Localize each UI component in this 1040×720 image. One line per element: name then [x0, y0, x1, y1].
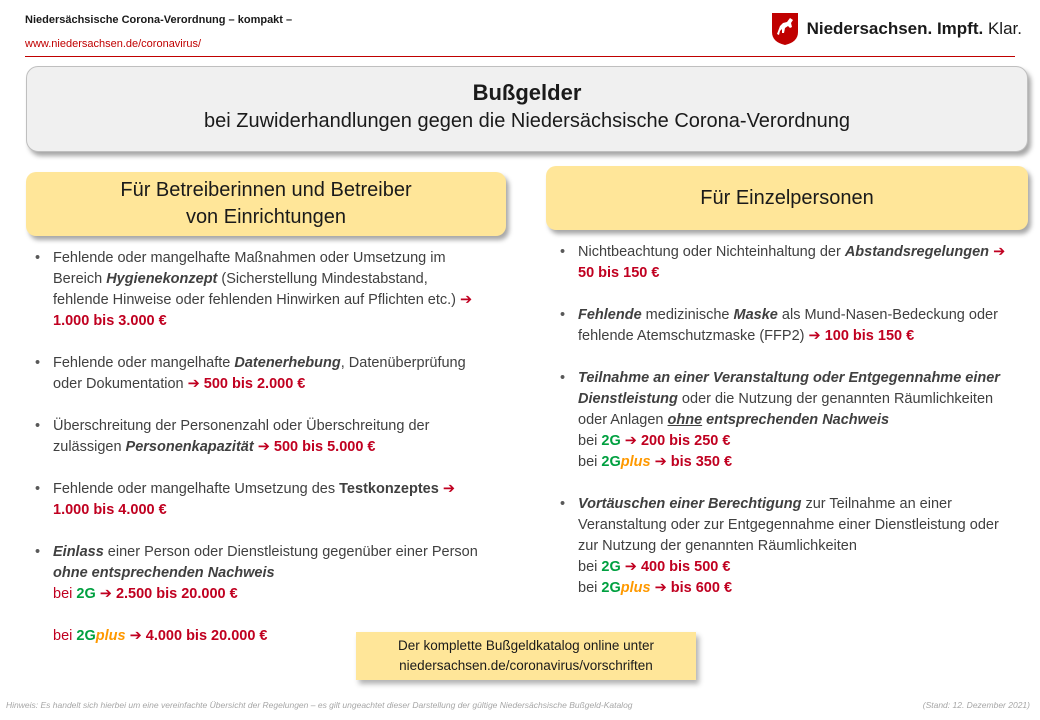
arrow-right-icon: ➔: [993, 244, 1006, 260]
status-date: (Stand: 12. Dezember 2021): [922, 700, 1030, 710]
list-item: • Fehlende oder mangelhafte Maßnahmen oder Umsetzung im Bereich Hygienekonzept (Sicherstellung Mindestabstand, fehlende Hinweise oder fehlenden Hinwirken auf Pflichten etc.) ➔ 1.000 bis 3.000 €: [28, 248, 478, 332]
arrow-right-icon: ➔: [187, 376, 200, 392]
arrow-right-icon: ➔: [99, 586, 112, 602]
list-item: • Fehlende medizinische Maske als Mund-Nasen-Bedeckung oder fehlende Atemschutzmaske (FFP2) ➔ 100 bis 150 €: [553, 305, 1008, 347]
catalog-link-url[interactable]: niedersachsen.de/coronavirus/vorschriften: [399, 658, 653, 673]
arrow-right-icon: ➔: [460, 292, 473, 308]
arrow-right-icon: ➔: [624, 559, 637, 575]
heading-operators: Für Betreiberinnen und Betreiber von Einrichtungen: [26, 172, 506, 236]
header-divider: [25, 56, 1015, 57]
arrow-right-icon: ➔: [654, 454, 667, 470]
disclaimer-note: Hinweis: Es handelt sich hierbei um eine vereinfachte Übersicht der Regelungen – es gilt ungeachtet dieser Darstellung der gültige Niedersächsische Bußgeld-Katalog: [6, 700, 633, 710]
arrow-right-icon: ➔: [442, 481, 455, 497]
banner-title: Bußgelder: [472, 80, 582, 105]
lower-saxony-horse-icon: [771, 12, 799, 46]
brand-claim: Niedersachsen. Impft. Klar.: [806, 19, 1022, 38]
source-url[interactable]: www.niedersachsen.de/coronavirus/: [25, 38, 202, 50]
arrow-right-icon: ➔: [808, 328, 821, 344]
arrow-right-icon: ➔: [257, 439, 270, 455]
list-item: • Fehlende oder mangelhafte Datenerhebung, Datenüberprüfung oder Dokumentation ➔ 500 bis 2.000 €: [28, 353, 478, 395]
individuals-fine-list: [553, 242, 1008, 620]
catalog-link-box[interactable]: [356, 632, 696, 680]
banner-subtitle: bei Zuwiderhandlungen gegen die Niedersächsische Corona-Verordnung: [204, 110, 850, 132]
list-item: • Vortäuschen einer Berechtigung zur Teilnahme an einer Veranstaltung oder zur Entgegennahme einer Dienstleistung oder zur Nutzung der genannten Räumlichkeiten bei 2G ➔ 400 bis 500 € bei 2Gplus ➔ bis 600 €: [553, 494, 1008, 599]
brand-logo: [771, 12, 1022, 46]
list-item: • Teilnahme an einer Veranstaltung oder Entgegennahme einer Dienstleistung oder die Nutzung der genannten Räumlichkeiten oder Anlagen ohne entsprechenden Nachweis bei 2G ➔ 200 bis 250 € bei 2Gplus ➔ bis 350 €: [553, 368, 1008, 473]
arrow-right-icon: ➔: [129, 628, 142, 644]
title-banner: [26, 66, 1028, 152]
operators-fine-list: [28, 248, 478, 668]
list-item: • Einlass einer Person oder Dienstleistung gegenüber einer Person ohne entsprechenden Nachweis bei 2G ➔ 2.500 bis 20.000 € bei 2Gplus ➔ 4.000 bis 20.000 €: [28, 542, 478, 647]
heading-individuals: Für Einzelpersonen: [546, 166, 1028, 230]
list-item: • Nichtbeachtung oder Nichteinhaltung der Abstandsregelungen ➔ 50 bis 150 €: [553, 242, 1008, 284]
catalog-link-line1: Der komplette Bußgeldkatalog online unter: [398, 638, 654, 653]
arrow-right-icon: ➔: [624, 433, 637, 449]
document-title: Niedersächsische Corona-Verordnung – kompakt –: [25, 14, 293, 26]
arrow-right-icon: ➔: [654, 580, 667, 596]
list-item: • Fehlende oder mangelhafte Umsetzung des Testkonzeptes ➔ 1.000 bis 4.000 €: [28, 479, 478, 521]
list-item: • Überschreitung der Personenzahl oder Überschreitung der zulässigen Personenkapazität ➔ 500 bis 5.000 €: [28, 416, 478, 458]
